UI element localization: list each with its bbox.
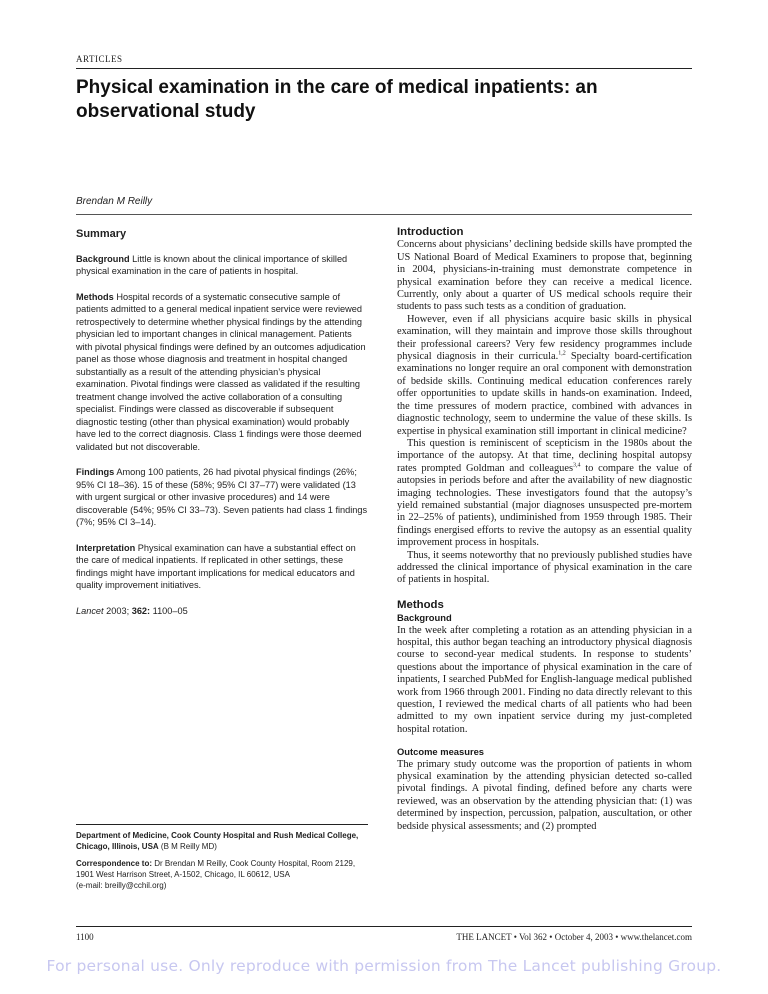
intro-paragraph-4: Thus, it seems noteworthy that no previously published studies have addressed the clinical importance of physical examination in the care of patients in hospital.: [397, 549, 692, 586]
summary-background-label: Background: [76, 253, 130, 264]
summary-heading: Summary: [76, 228, 127, 240]
summary-findings-text: Among 100 patients, 26 had pivotal physical findings (26%; 95% CI 18–36). 15 of these (58%; 95% CI 37–77) were validated (13 with urgent surgical or other invasive procedures) and 14 were discoverable (54%; 95% CI 33–73). Seven patients had class 1 findings (7%; 95% CI 3–14).: [76, 467, 368, 527]
intro-p2-ref: 1,2: [558, 350, 566, 357]
footer-divider: [76, 926, 692, 927]
summary-column: [76, 224, 368, 630]
summary-interpretation-label: Interpretation: [76, 542, 136, 553]
summary-methods-label: Methods: [76, 291, 114, 302]
intro-paragraph-1: Concerns about physicians’ declining bedside skills have prompted the US National Board of Medical Examiners to propose that, beginning in 2004, physicians-in-training must demonstrate competence in physical examination before they can receive a medical licence. Currently, only about a quarter of US medical schools require their students to pass such tests as a condition of graduation.: [397, 239, 692, 313]
permission-notice: For personal use. Only reproduce with permission from The Lancet publishing Group.: [46, 957, 722, 975]
summary-interpretation-text: Physical examination can have a substantial effect on the care of medical inpatients. If replicated in other settings, these findings might have important implications for medical educators and quality improvement initiatives.: [76, 542, 356, 590]
citation-pages: 1100–05: [150, 605, 188, 616]
citation: [76, 605, 368, 618]
summary-findings-label: Findings: [76, 467, 115, 477]
section-label: ARTICLES: [76, 54, 123, 64]
summary-findings: [76, 466, 368, 529]
correspondence-label: Correspondence to:: [76, 859, 153, 868]
summary-background-text: Little is known about the clinical importance of skilled physical examination in the care of patients in hospital.: [76, 253, 348, 276]
author-divider: [76, 214, 692, 215]
intro-paragraph-3: [397, 438, 692, 550]
summary-methods-text: Hospital records of a systematic consecutive sample of patients admitted to a general medical inpatient service were reviewed retrospectively to determine whether physical findings by the attending physician led to important changes in clinical management. Patients with pivotal physical findings were defined by an outcomes adjudication panel as those whose diagnosis and treatment in hospital changed substantially as a result of the attending physician’s physical examination. Pivotal findings were classed as validated if the resulting treatment change involved the active collaboration of a consulting specialist. Findings were classed as discoverable if subsequent diagnostic testing (other than physical examination) would probably have led to the correct diagnosis. Class 1 findings were those deemed validated but not discoverable.: [76, 291, 366, 452]
affiliation-block: [76, 830, 368, 897]
page-number: 1100: [76, 932, 94, 942]
summary-methods: [76, 291, 368, 454]
department-name: Department of Medicine, Cook County Hospital and Rush Medical College, Chicago, Illinois, USA: [76, 831, 359, 851]
correspondence-email: (e-mail: breilly@cchil.org): [76, 881, 167, 890]
intro-p3-part1: This question is reminiscent of scepticism in the 1980s about the importance of the autopsy. At that time, declining hospital autopsy rates prompted Goldman and colleagues: [397, 437, 692, 474]
body-column: [397, 224, 692, 833]
summary-background: [76, 253, 368, 278]
methods-background-heading: Background: [397, 612, 452, 624]
introduction-heading: Introduction: [397, 226, 464, 238]
outcome-measures-text: The primary study outcome was the proportion of patients in whom physical examination by the attending physician detected so-called pivotal findings. A pivotal finding, defined before any charts were reviewed, was an observation by the attending physician that: (1) was determined by inspection, percussion, palpation, auscultation, or other bedside physical assessments; and (2) prompted: [397, 758, 692, 832]
header-divider: [76, 68, 692, 69]
article-title: Physical examination in the care of medical inpatients: an observational study: [76, 77, 598, 122]
intro-paragraph-2: [397, 314, 692, 438]
journal-footer: THE LANCET • Vol 362 • October 4, 2003 • www.thelancet.com: [456, 932, 692, 942]
intro-p2-part2: Specialty board-certification examinations no longer require an oral component with demonstration of bedside skills. Continuing medical education conferences rarely offer opportunities to update skills in hands-on examination. Indeed, the time pressures of modern practice, combined with advances in diagnostic technology, seem to undermine the value of these skills. Is expertise in physical examination still important in clinical medicine?: [397, 351, 692, 437]
intro-p3-part2: to compare the value of autopsies in periods before and after the availability of new diagnostic imaging technologies. These investigators found that the autopsy’s yield remained substantial (major diagnoses unsuspected pre-mortem in 22–25% of patients), undiminished from 1959 through 1985. Their findings energised efforts to revive the autopsy as an essential quality improvement process in hospitals.: [397, 462, 692, 549]
methods-background-text: In the week after completing a rotation as an attending physician in a hospital, this author began teaching an introductory physical diagnosis course to second-year medical students. In response to students’ questions about the importance of physical examination in the care of inpatients, I searched PubMed for English-language medical published work from 1966 through 2001. Finding no data directly relevant to this question, I reviewed the medical charts of all patients who had been admitted to my own inpatient service during my just-completed hospital rotation.: [397, 624, 692, 735]
intro-p2-part1: However, even if all physicians acquire basic skills in physical examination, will they maintain and improve those skills throughout their professional careers? Very few residency programmes include physical diagnosis in their curricula.: [397, 313, 692, 363]
citation-journal: Lancet: [76, 605, 104, 616]
affiliation-department: [76, 830, 368, 852]
citation-volume: 362:: [131, 605, 151, 616]
methods-heading: Methods: [397, 598, 444, 611]
summary-interpretation: [76, 542, 368, 592]
author-name: Brendan M Reilly: [76, 196, 153, 207]
outcome-measures-heading: Outcome measures: [397, 746, 485, 758]
citation-year: 2003;: [103, 605, 132, 616]
affiliation-divider: [76, 824, 368, 825]
intro-p3-ref: 3,4: [573, 462, 581, 469]
correspondence: [76, 858, 368, 891]
correspondence-text: Dr Brendan M Reilly, Cook County Hospital, Room 2129, 1901 West Harrison Street, A-1502, Chicago, IL 60612, USA: [76, 859, 356, 879]
department-suffix: (B M Reilly MD): [158, 842, 217, 851]
